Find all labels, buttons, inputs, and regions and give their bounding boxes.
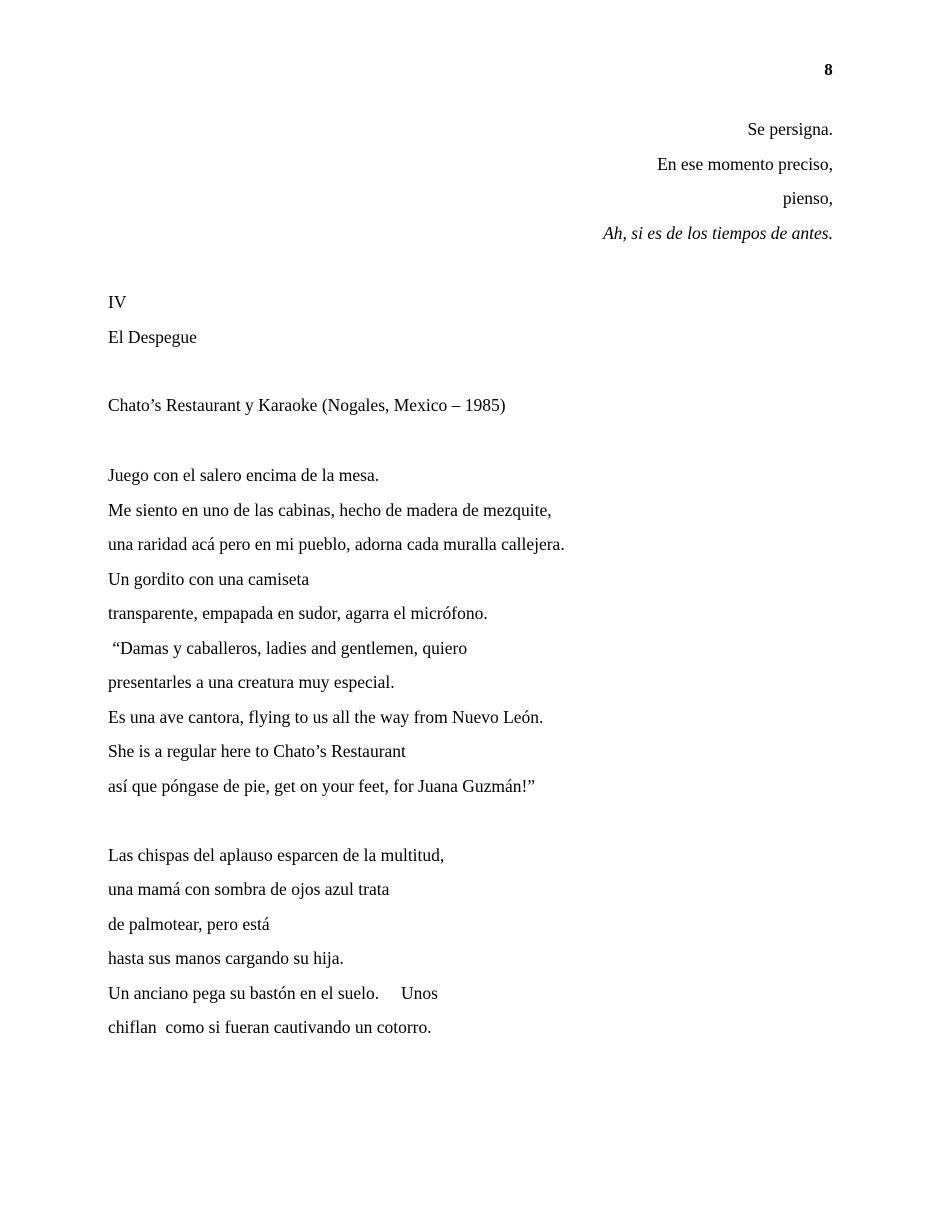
stanza	[108, 838, 908, 1045]
poem-line: Es una ave cantora, flying to us all the way from Nuevo León.	[108, 706, 544, 727]
poem-line: “Damas y caballeros, ladies and gentlemen, quiero	[108, 637, 468, 658]
poem-line: Juego con el salero encima de la mesa.	[108, 465, 380, 485]
poem-line: de palmotear, pero está	[108, 913, 270, 934]
poem-line: Un gordito con una camiseta	[108, 568, 310, 589]
verse-line: Se persigna.	[747, 119, 833, 139]
poem-line: una mamá con sombra de ojos azul trata	[108, 879, 390, 899]
poem-line: Me siento en uno de las cabinas, hecho de madera de mezquite,	[108, 499, 552, 520]
poem-line: Un anciano pega su bastón en el suelo. Unos	[108, 982, 438, 1003]
section-title: El Despegue	[108, 326, 197, 347]
page-number: 8	[824, 60, 833, 79]
poem-line: transparente, empapada en sudor, agarra el micrófono.	[108, 603, 488, 623]
poem-line: chiflan como si fueran cautivando un cotorro.	[108, 1017, 432, 1037]
poem-setting: Chato’s Restaurant y Karaoke (Nogales, Mexico – 1985)	[108, 395, 506, 415]
verse-line: pienso,	[782, 188, 833, 208]
poem-body	[108, 458, 908, 1045]
verse-line-italic: Ah, si es de los tiempos de antes.	[603, 222, 833, 243]
stanza	[108, 458, 908, 803]
section-numeral: IV	[108, 292, 127, 312]
poem-line: presentarles a una creatura muy especial.	[108, 672, 395, 692]
poem-line: Las chispas del aplauso esparcen de la multitud,	[108, 844, 445, 865]
poem-line: así que póngase de pie, get on your feet, for Juana Guzmán!”	[108, 775, 536, 796]
verse-continuation-block	[0, 112, 833, 250]
poem-line: She is a regular here to Chato’s Restaurant	[108, 741, 406, 761]
poem-line: hasta sus manos cargando su hija.	[108, 948, 344, 968]
poem-line: una raridad acá pero en mi pueblo, adorna cada muralla callejera.	[108, 534, 565, 554]
section-heading	[108, 285, 848, 354]
verse-line: En ese momento preciso,	[657, 153, 833, 174]
